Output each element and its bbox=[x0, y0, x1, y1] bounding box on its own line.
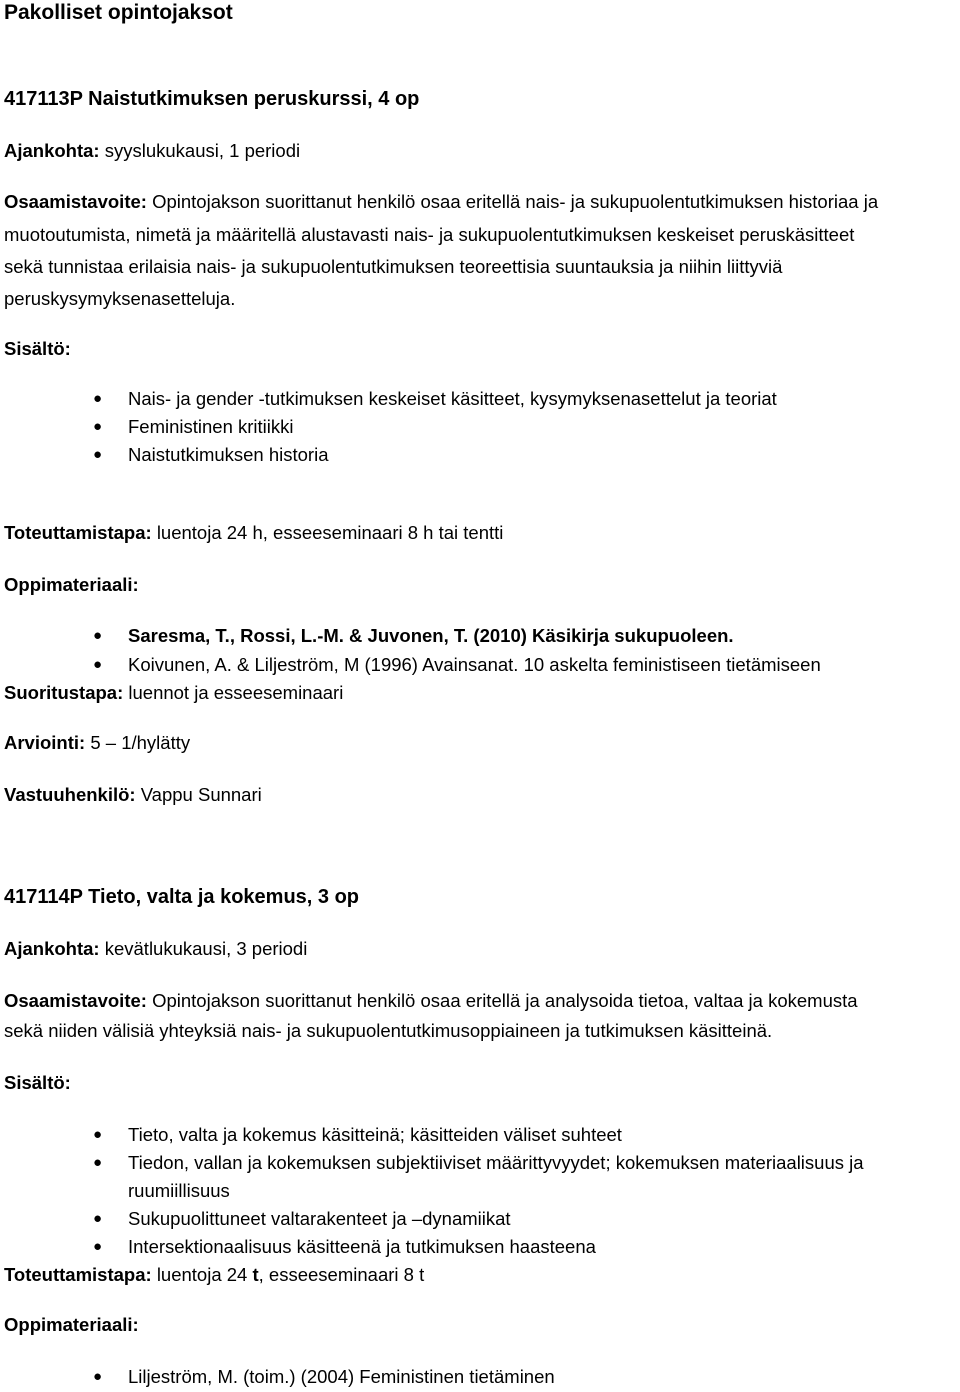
list-item: Sukupuolittuneet valtarakenteet ja –dynamiikat bbox=[128, 1208, 511, 1229]
suoritustapa-label: Suoritustapa: bbox=[4, 682, 124, 703]
bullet-icon: ● bbox=[93, 656, 103, 673]
toteuttamistapa-line bbox=[4, 1264, 424, 1286]
osaamistavoite-text: muotoutumista, nimetä ja määritellä alustavasti nais- ja sukupuolentutkimuksen keskeiset peruskäsitteet bbox=[4, 224, 855, 245]
ajankohta-value: kevätlukukausi, 3 periodi bbox=[104, 938, 308, 959]
bullet-icon: ● bbox=[93, 1368, 103, 1385]
vastuuhenkilo-label: Vastuuhenkilö: bbox=[4, 784, 136, 805]
list-item: Tiedon, vallan ja kokemuksen subjektiiviset määrittyvyydet; kokemuksen materiaalisuus ja bbox=[128, 1152, 864, 1173]
bullet-icon: ● bbox=[93, 1126, 103, 1143]
toteuttamistapa-label: Toteuttamistapa: bbox=[4, 1264, 152, 1285]
suoritustapa-line bbox=[4, 682, 343, 704]
bullet-icon: ● bbox=[93, 446, 103, 463]
vastuuhenkilo-line bbox=[4, 784, 262, 806]
list-item: Naistutkimuksen historia bbox=[128, 444, 329, 465]
osaamistavoite-label: Osaamistavoite: bbox=[4, 990, 147, 1011]
oppimateriaali-label: Oppimateriaali: bbox=[4, 574, 139, 595]
osaamistavoite-line bbox=[4, 990, 858, 1012]
toteuttamistapa-line bbox=[4, 522, 503, 544]
bullet-icon: ● bbox=[93, 1210, 103, 1227]
ajankohta-line bbox=[4, 140, 300, 162]
osaamistavoite-text: Opintojakson suorittanut henkilö osaa eritellä nais- ja sukupuolentutkimuksen historiaa ja bbox=[152, 191, 879, 212]
ajankohta-value: syyslukukausi, 1 periodi bbox=[104, 140, 301, 161]
course-heading: 417114P Tieto, valta ja kokemus, 3 op bbox=[4, 886, 360, 908]
osaamistavoite-line bbox=[4, 191, 878, 213]
osaamistavoite-text: Opintojakson suorittanut henkilö osaa eritellä ja analysoida tietoa, valtaa ja kokemusta bbox=[152, 990, 858, 1011]
suoritustapa-value: luennot ja esseeseminaari bbox=[128, 682, 344, 703]
list-item: Intersektionaalisuus käsitteenä ja tutkimuksen haasteena bbox=[128, 1236, 596, 1257]
ajankohta-label: Ajankohta: bbox=[4, 938, 100, 959]
bullet-icon: ● bbox=[93, 418, 103, 435]
arviointi-value: 5 – 1/hylätty bbox=[90, 732, 191, 753]
ajankohta-label: Ajankohta: bbox=[4, 140, 100, 161]
osaamistavoite-text: sekä tunnistaa erilaisia nais- ja sukupuolentutkimuksen teoreettisia suuntauksia ja niihin liittyviä bbox=[4, 256, 783, 277]
osaamistavoite-label: Osaamistavoite: bbox=[4, 191, 147, 212]
toteuttamistapa-value: luentoja 24 bbox=[156, 1264, 253, 1285]
list-item: Nais- ja gender -tutkimuksen keskeiset käsitteet, kysymyksenasettelut ja teoriat bbox=[128, 388, 777, 409]
oppimateriaali-label: Oppimateriaali: bbox=[4, 1314, 139, 1335]
toteuttamistapa-value: luentoja 24 h, esseeseminaari 8 h tai tentti bbox=[156, 522, 504, 543]
course-heading: 417113P Naistutkimuksen peruskurssi, 4 op bbox=[4, 88, 420, 110]
toteuttamistapa-value-rest: , esseeseminaari 8 t bbox=[258, 1264, 425, 1285]
bullet-icon: ● bbox=[93, 627, 103, 644]
osaamistavoite-text: peruskysymyksenasetteluja. bbox=[4, 288, 236, 309]
list-item: Feministinen kritiikki bbox=[128, 416, 294, 437]
arviointi-label: Arviointi: bbox=[4, 732, 86, 753]
osaamistavoite-text: sekä niiden välisiä yhteyksiä nais- ja sukupuolentutkimusoppiaineen ja tutkimuksen käsitteinä. bbox=[4, 1020, 773, 1041]
bullet-icon: ● bbox=[93, 1154, 103, 1171]
list-item: Saresma, T., Rossi, L.-M. & Juvonen, T. (2010) Käsikirja sukupuoleen. bbox=[128, 625, 734, 646]
list-item-continuation: ruumiillisuus bbox=[128, 1180, 230, 1201]
list-item: Koivunen, A. & Liljeström, M (1996) Avainsanat. 10 askelta feministiseen tietämiseen bbox=[128, 654, 821, 675]
sisalto-label: Sisältö: bbox=[4, 1072, 71, 1093]
sisalto-label: Sisältö: bbox=[4, 338, 71, 359]
arviointi-line bbox=[4, 732, 190, 754]
toteuttamistapa-label: Toteuttamistapa: bbox=[4, 522, 152, 543]
list-item: Liljeström, M. (toim.) (2004) Feministinen tietäminen bbox=[128, 1366, 555, 1387]
page-title: Pakolliset opintojaksot bbox=[4, 1, 233, 24]
toteuttamistapa-value-bold: t bbox=[252, 1264, 259, 1285]
ajankohta-line bbox=[4, 938, 307, 960]
vastuuhenkilo-value: Vappu Sunnari bbox=[140, 784, 262, 805]
bullet-icon: ● bbox=[93, 390, 103, 407]
list-item: Tieto, valta ja kokemus käsitteinä; käsitteiden väliset suhteet bbox=[128, 1124, 622, 1145]
bullet-icon: ● bbox=[93, 1238, 103, 1255]
